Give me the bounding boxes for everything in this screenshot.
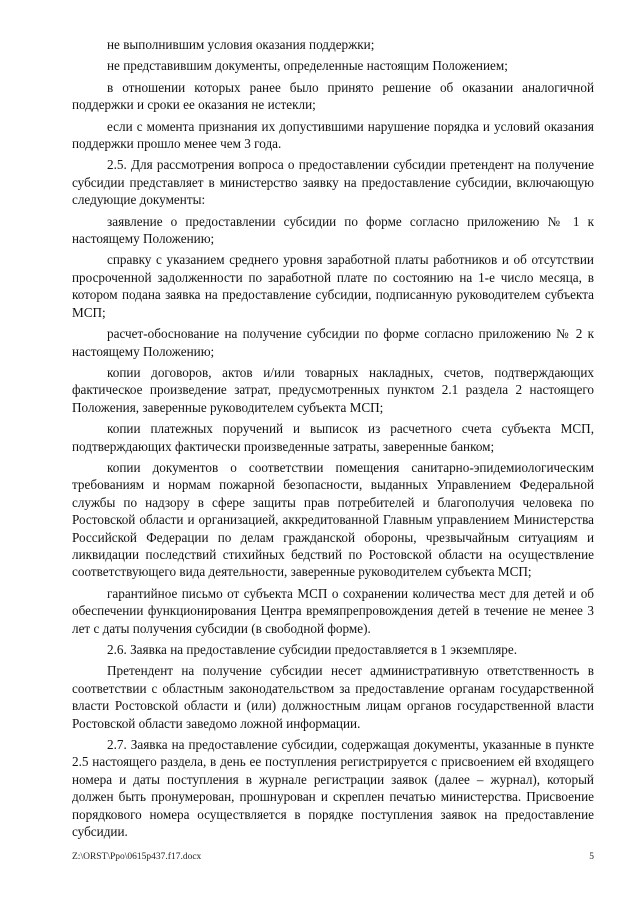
paragraph-compliance-documents: копии документов о соответствии помещения санитарно-эпидемиологическим требованиям и нормам пожарной безопасности, выданных Управлением Федеральной службы по надзору в сфере защиты прав потребителей и благополучия человека по Ростовской области и организацией, аккредитованной Главным управлением Министерства Российской Федерации по делам гражданской обороны, чрезвычайным ситуациям и ликвидации последствий стихийных бедствий по Ростовской области на осуществление соответствующего вида деятельности, заверенные руководителем субъекта МСП; [72,459,594,580]
paragraph-missing-documents: не представившим документы, определенные настоящим Положением; [107,58,508,74]
paragraph-application-statement: заявление о предоставлении субсидии по форме согласно приложению № 1 к настоящему Положению; [72,213,594,247]
paragraph-similar-support: в отношении которых ранее было принято решение об оказании аналогичной поддержки и сроки ее оказания не истекли; [72,79,594,113]
paragraph-clause-2-7: 2.7. Заявка на предоставление субсидии, содержащая документы, указанные в пункте 2.5 настоящего раздела, в день ее поступления регистрируется с присвоением ей входящего номера и даты поступления в журнале регистрации заявок (далее – журнал), который должен быть пронумерован, прошнурован и скреплен печатью министерства. Присвоение порядкового номера осуществляется в порядке поступления заявок на предоставление субсидии. [72,737,594,840]
paragraph-clause-2-6: 2.6. Заявка на предоставление субсидии предоставляется в 1 экземпляре. [107,642,518,657]
document-body [72,36,594,844]
page-number: 5 [589,852,594,862]
footer-file-path: Z:\ORST\Ppo\0615p437.f17.docx [72,852,202,862]
paragraph-unfulfilled-conditions: не выполнившим условия оказания поддержки; [107,37,375,52]
paragraph-payment-orders: копии платежных поручений и выписок из расчетного счета субъекта МСП, подтверждающих фактически произведенные затраты, заверенные банком; [72,421,594,454]
paragraph-violation-period: если с момента признания их допустившими нарушение порядка и условий оказания поддержки прошло менее чем 3 года. [72,118,594,152]
paragraph-calculation: расчет-обоснование на получение субсидии по форме согласно приложению № 2 к настоящему Положению; [72,326,594,359]
paragraph-salary-certificate: справку с указанием среднего уровня заработной платы работников и об отсутствии просроченной задолженности по заработной плате по состоянию на 1-е число месяца, в котором подана заявка на предоставление субсидии, подписанную руководителем субъекта МСП; [72,252,594,320]
paragraph-clause-2-5: 2.5. Для рассмотрения вопроса о предоставлении субсидии претендент на получение субсидии представляет в министерство заявку на предоставление субсидии, включающую следующие документы: [72,157,594,208]
paragraph-liability: Претендент на получение субсидии несет административную ответственность в соответствии с областным законодательством за предоставление органам государственной власти Ростовской области и (или) должностным лицам органов государственной власти Ростовской области заведомо ложной информации. [72,663,594,731]
paragraph-guarantee-letter: гарантийное письмо от субъекта МСП о сохранении количества мест для детей и об обеспечении функционирования Центра времяпрепровождения детей в течение не менее 3 лет с даты получения субсидии (в свободной форме). [72,585,594,636]
paragraph-contract-copies: копии договоров, актов и/или товарных накладных, счетов, подтверждающих фактическое произведение затрат, предусмотренных пунктом 2.1 раздела 2 настоящего Положения, заверенные руководителем субъекта МСП; [72,364,594,415]
